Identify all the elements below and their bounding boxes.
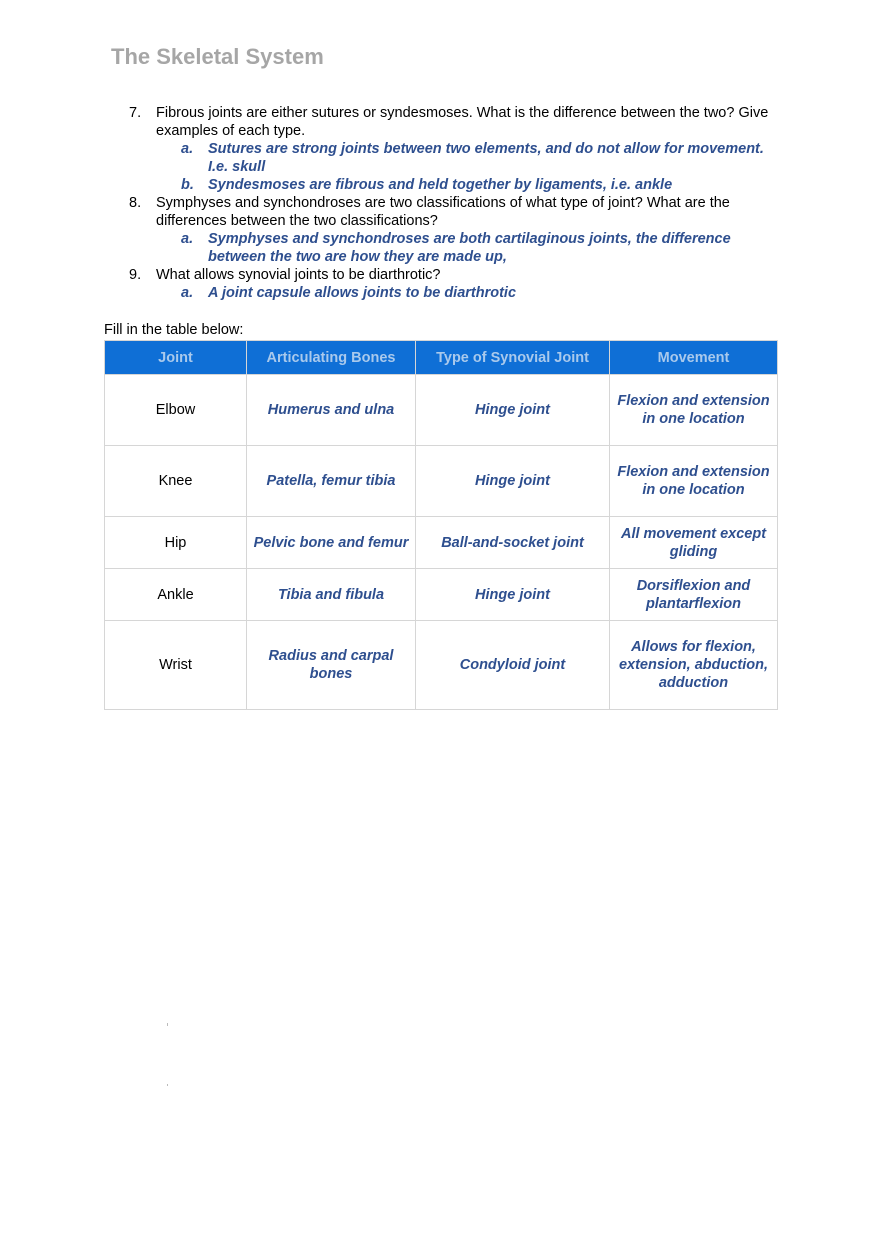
question-list [129,104,769,302]
question-number: 8. [129,195,142,211]
question-number: 7. [129,105,142,121]
answer-letter: a. [181,231,194,247]
table-row [105,517,778,569]
table-intro: Fill in the table below: [104,322,244,338]
answer-letter: b. [181,177,194,193]
question-number: 9. [129,267,142,283]
cell-type: Ball-and-socket joint [416,517,610,569]
cell-joint: Knee [105,446,247,517]
question-8 [129,194,769,230]
cell-type: Condyloid joint [416,621,610,710]
cell-type: Hinge joint [416,375,610,446]
question-9 [129,266,769,284]
answer-text: A joint capsule allows joints to be diarthrotic [208,285,517,301]
cell-joint: Ankle [105,569,247,621]
question-7 [129,104,769,140]
table-row [105,375,778,446]
question-text: Fibrous joints are either sutures or syndesmoses. What is the difference between the two? Give examples of each type. [156,105,769,139]
table-header-row [105,341,778,375]
answer-letter: a. [181,141,194,157]
header-movement: Movement [610,341,778,375]
header-synovial-type: Type of Synovial Joint [416,341,610,375]
cell-bones: Tibia and fibula [247,569,416,621]
cell-movement: Allows for flexion, extension, abduction, adduction [610,621,778,710]
cell-bones: Pelvic bone and femur [247,517,416,569]
question-text: Symphyses and synchondroses are two classifications of what type of joint? What are the differences between the two classifications? [156,195,730,229]
table-row [105,569,778,621]
cell-joint: Hip [105,517,247,569]
answer-8a [181,230,769,266]
table-row [105,446,778,517]
cell-bones: Patella, femur tibia [247,446,416,517]
cell-movement: All movement except gliding [610,517,778,569]
table-row [105,621,778,710]
cell-type: Hinge joint [416,569,610,621]
cell-bones: Radius and carpal bones [247,621,416,710]
header-articulating-bones: Articulating Bones [247,341,416,375]
answer-9a [181,284,769,302]
cell-joint: Wrist [105,621,247,710]
cell-type: Hinge joint [416,446,610,517]
header-joint: Joint [105,341,247,375]
page-title: The Skeletal System [111,44,324,69]
answer-letter: a. [181,285,194,301]
scan-speck [167,1023,168,1026]
answer-text: Syndesmoses are fibrous and held together by ligaments, i.e. ankle [208,177,673,193]
answer-7b [181,176,769,194]
question-text: What allows synovial joints to be diarthrotic? [156,267,441,283]
joints-table [104,340,778,710]
cell-movement: Dorsiflexion and plantarflexion [610,569,778,621]
scan-speck [167,1084,168,1086]
cell-movement: Flexion and extension in one location [610,446,778,517]
cell-bones: Humerus and ulna [247,375,416,446]
cell-joint: Elbow [105,375,247,446]
answer-7a [181,140,769,176]
answer-text: Sutures are strong joints between two elements, and do not allow for movement. I.e. skull [208,141,764,175]
cell-movement: Flexion and extension in one location [610,375,778,446]
answer-text: Symphyses and synchondroses are both cartilaginous joints, the difference between the two are how they are made up, [208,231,731,265]
